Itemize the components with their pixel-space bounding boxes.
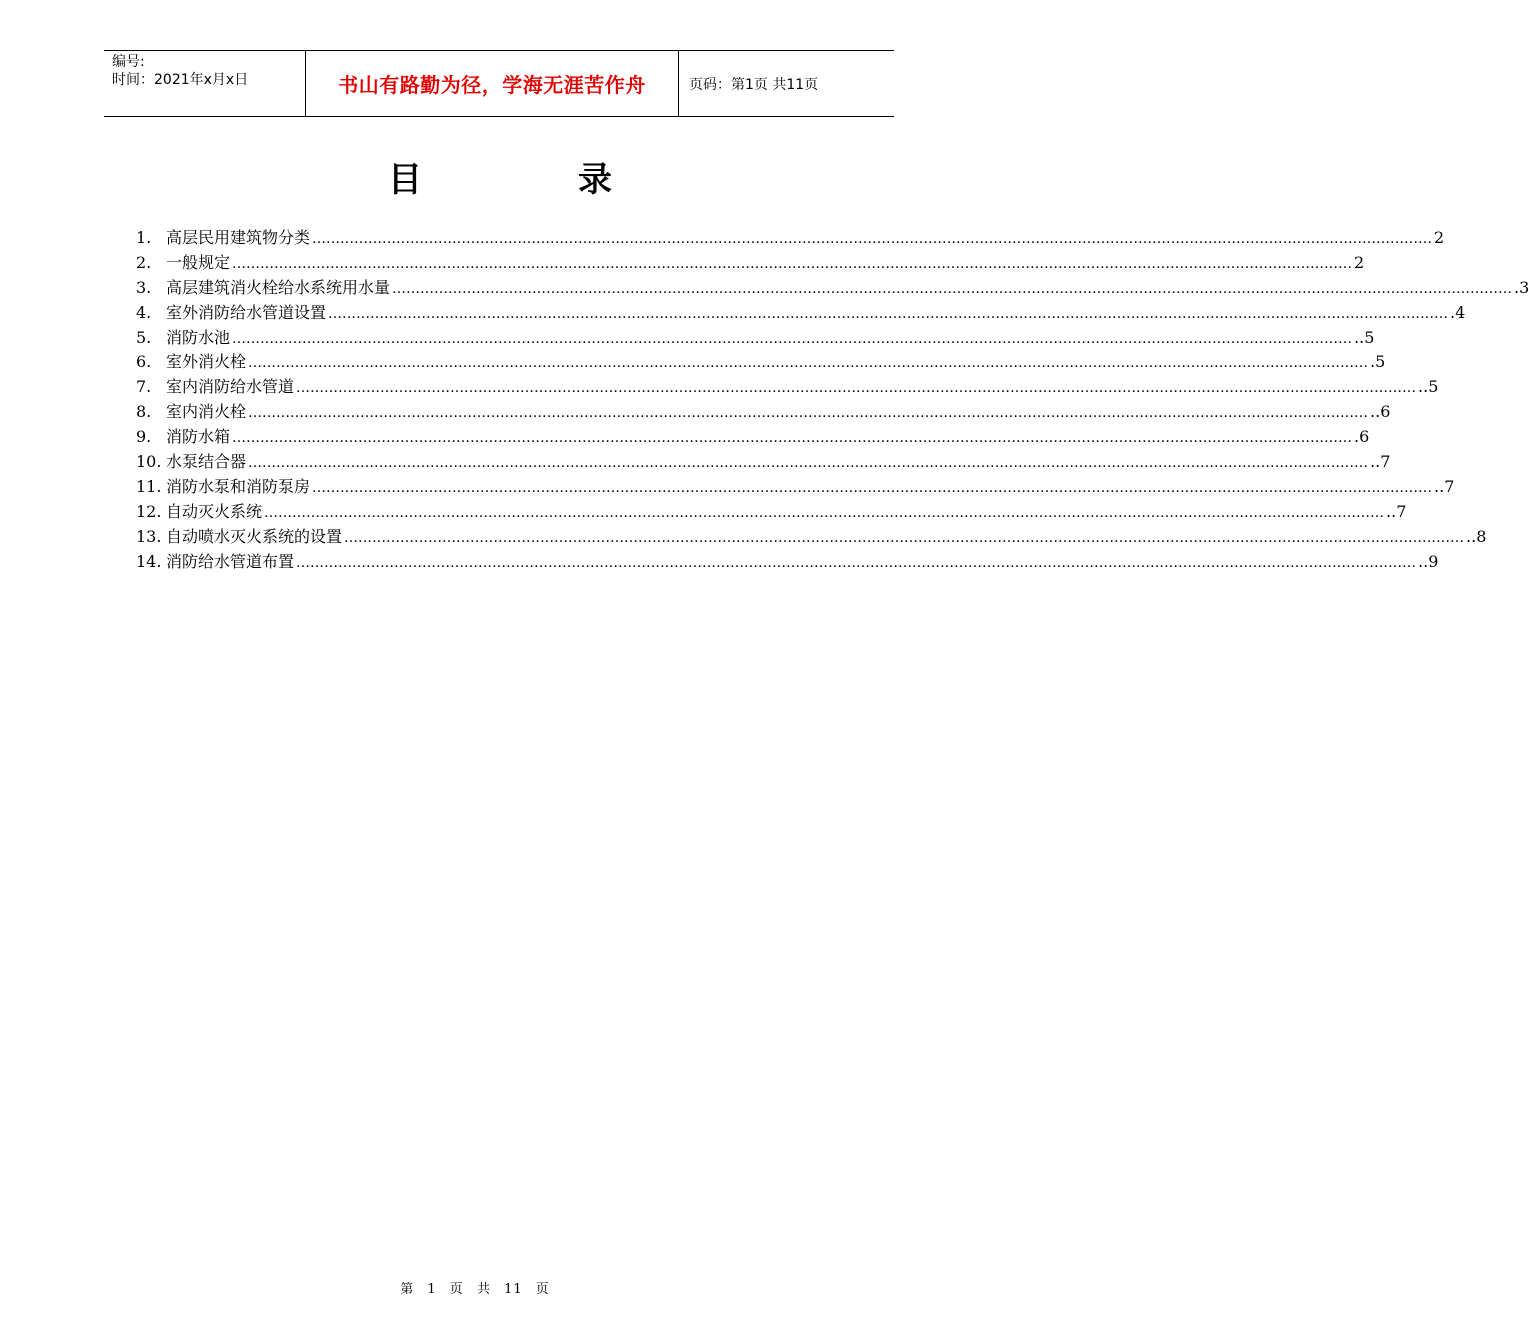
toc-entry[interactable] xyxy=(136,375,1439,400)
toc-entry-title: 消防水箱 xyxy=(166,427,231,447)
toc-entry[interactable] xyxy=(136,400,1391,425)
toc-dot-leader: …………………………………………………………………………………………………………………………………………………………………………………………………………………… xyxy=(248,455,1369,472)
toc-entry-title: 一般规定 xyxy=(166,252,231,272)
toc-dot-leader: …………………………………………………………………………………………………………………………………………………………………………………………………………………… xyxy=(328,305,1449,322)
footer-total-number: 11 xyxy=(504,1282,523,1297)
toc-entry-page: ..7 xyxy=(1370,452,1391,472)
toc-entry-page: ..9 xyxy=(1418,551,1439,571)
toc-entry-title: 消防水池 xyxy=(166,327,231,347)
toc-entry-number: 8. xyxy=(136,402,152,422)
toc-entry[interactable] xyxy=(136,326,1375,351)
title-char-right: 录 xyxy=(578,160,612,200)
table-of-contents xyxy=(136,226,1529,574)
toc-entry-title: 水泵结合器 xyxy=(166,452,247,472)
toc-entry-page: .6 xyxy=(1354,427,1370,447)
footer-page-number: 1 xyxy=(427,1282,437,1297)
toc-entry-title: 高层民用建筑物分类 xyxy=(166,228,311,247)
footer-page-suffix: 页 xyxy=(449,1282,464,1297)
toc-entry-number: 11. xyxy=(136,476,162,496)
toc-entry[interactable] xyxy=(136,550,1439,575)
toc-entry-number: 12. xyxy=(136,501,162,521)
toc-dot-leader: …………………………………………………………………………………………………………………………………………………………………………………………………………………… xyxy=(264,504,1385,521)
toc-entry[interactable] xyxy=(136,226,1445,251)
toc-entry-page: .4 xyxy=(1450,302,1466,322)
toc-entry[interactable] xyxy=(136,525,1487,550)
page-title xyxy=(0,152,950,208)
toc-entry-page: .3 xyxy=(1514,277,1529,297)
document-date: 时间：2021年x月x日 xyxy=(112,72,249,88)
toc-entry[interactable] xyxy=(136,301,1466,326)
header-motto: 书山有路勤为径，学海无涯苦作舟 xyxy=(306,51,679,116)
toc-entry-number: 10. xyxy=(136,452,162,472)
toc-entry[interactable] xyxy=(136,475,1455,500)
toc-dot-leader: …………………………………………………………………………………………………………………………………………………………………………………………………………………… xyxy=(344,529,1465,546)
footer-total-suffix: 页 xyxy=(535,1282,550,1297)
toc-entry[interactable] xyxy=(136,276,1529,301)
toc-entry-title: 自动喷水灭火系统的设置 xyxy=(166,526,343,546)
toc-entry-page: ..7 xyxy=(1386,501,1407,521)
footer-total-prefix: 共 xyxy=(476,1282,491,1297)
toc-entry-title: 消防水泵和消防泵房 xyxy=(166,476,311,496)
toc-dot-leader: …………………………………………………………………………………………………………………………………………………………………………………………………………………… xyxy=(232,255,1353,272)
toc-entry-number: 1. xyxy=(136,228,152,247)
toc-entry-title: 室外消火栓 xyxy=(166,352,247,372)
footer-page-prefix: 第 xyxy=(400,1282,415,1297)
toc-dot-leader: …………………………………………………………………………………………………………………………………………………………………………………………………………………… xyxy=(296,380,1417,397)
toc-entry-title: 消防给水管道布置 xyxy=(166,551,295,571)
toc-entry[interactable] xyxy=(136,425,1370,450)
toc-entry-number: 13. xyxy=(136,526,162,546)
toc-entry-page: ..6 xyxy=(1370,402,1391,422)
toc-entry-title: 自动灭火系统 xyxy=(166,501,263,521)
toc-entry-number: 7. xyxy=(136,377,152,397)
toc-dot-leader: …………………………………………………………………………………………………………………………………………………………………………………………………………………… xyxy=(312,231,1433,247)
toc-dot-leader: …………………………………………………………………………………………………………………………………………………………………………………………………………………… xyxy=(232,430,1353,447)
toc-entry-number: 14. xyxy=(136,551,162,571)
toc-entry-title: 室内消防给水管道 xyxy=(166,377,295,397)
toc-entry-page: ..5 xyxy=(1418,377,1439,397)
toc-entry-title: 室内消火栓 xyxy=(166,402,247,422)
toc-dot-leader: …………………………………………………………………………………………………………………………………………………………………………………………………………………… xyxy=(392,280,1513,297)
toc-dot-leader: …………………………………………………………………………………………………………………………………………………………………………………………………………………… xyxy=(296,554,1417,571)
toc-entry-number: 5. xyxy=(136,327,152,347)
toc-entry-number: 3. xyxy=(136,277,152,297)
toc-entry[interactable] xyxy=(136,450,1391,475)
toc-entry-number: 2. xyxy=(136,252,152,272)
title-char-left: 目 xyxy=(388,160,422,200)
header-meta xyxy=(104,51,306,116)
document-header xyxy=(104,50,894,117)
header-page-info: 页码：第1页 共11页 xyxy=(689,76,819,93)
toc-entry[interactable] xyxy=(136,350,1386,375)
toc-entry-page: ..8 xyxy=(1466,526,1487,546)
toc-entry-title: 室外消防给水管道设置 xyxy=(166,302,327,322)
toc-entry-page: .5 xyxy=(1370,352,1386,372)
toc-dot-leader: …………………………………………………………………………………………………………………………………………………………………………………………………………………… xyxy=(312,479,1433,496)
toc-entry-number: 4. xyxy=(136,302,152,322)
toc-entry-title: 高层建筑消火栓给水系统用水量 xyxy=(166,277,391,297)
toc-dot-leader: …………………………………………………………………………………………………………………………………………………………………………………………………………………… xyxy=(248,405,1369,422)
toc-entry[interactable] xyxy=(136,500,1407,525)
toc-entry-page: 2 xyxy=(1354,252,1365,272)
toc-entry[interactable] xyxy=(136,251,1365,276)
toc-entry-page: ..5 xyxy=(1354,327,1375,347)
toc-dot-leader: …………………………………………………………………………………………………………………………………………………………………………………………………………………… xyxy=(248,355,1369,372)
page-footer xyxy=(0,1278,950,1297)
toc-entry-number: 6. xyxy=(136,352,152,372)
toc-entry-page: ..7 xyxy=(1434,476,1455,496)
toc-entry-page: 2 xyxy=(1434,228,1445,247)
toc-entry-number: 9. xyxy=(136,427,152,447)
document-number-label: 编号: xyxy=(112,54,145,70)
toc-dot-leader: …………………………………………………………………………………………………………………………………………………………………………………………………………………… xyxy=(232,330,1353,347)
